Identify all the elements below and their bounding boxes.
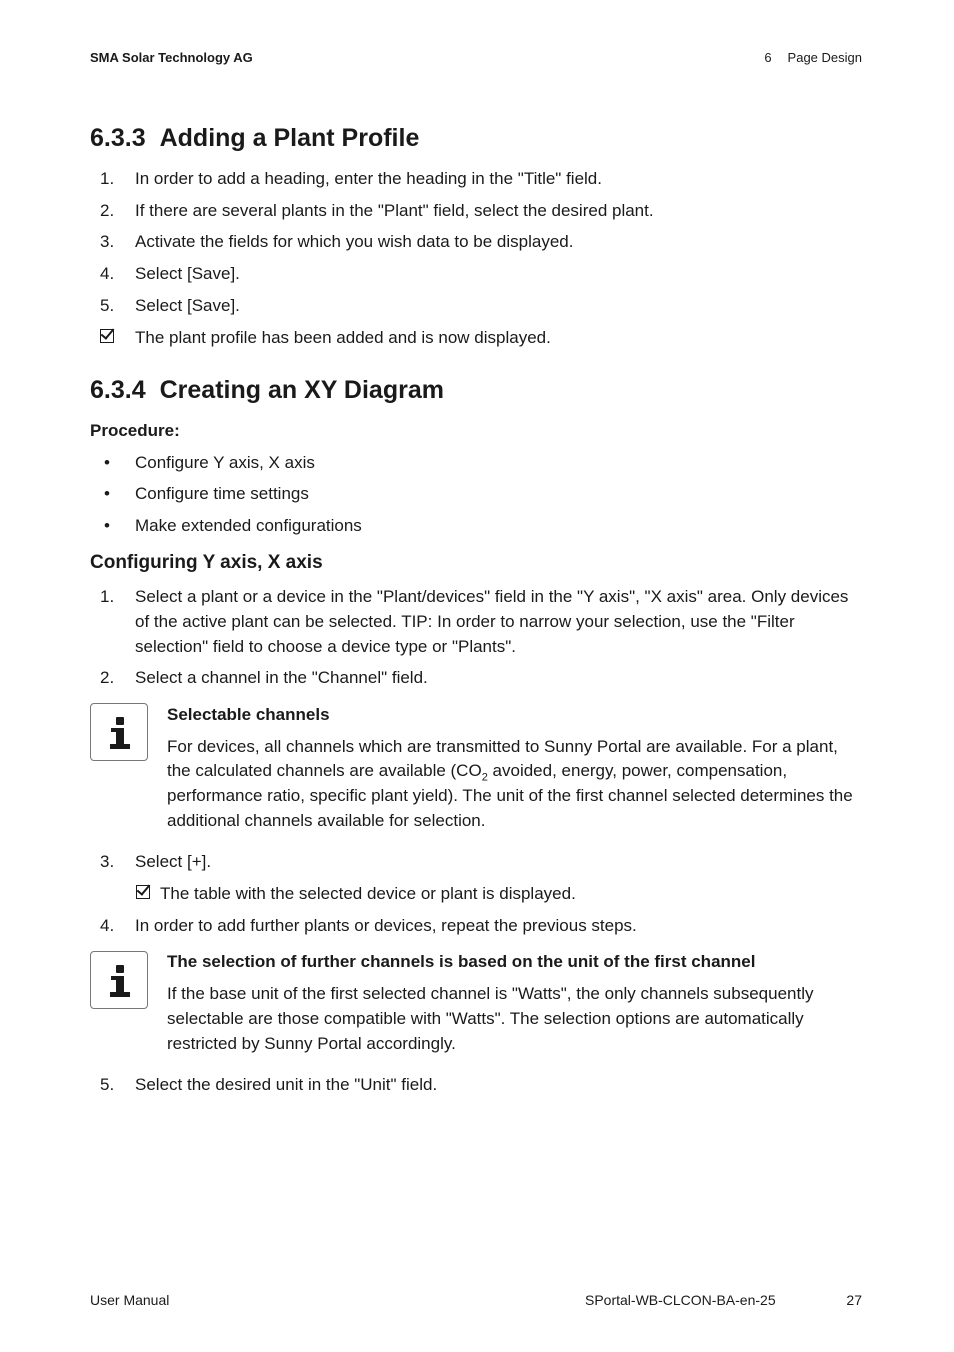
footer-doc-id: SPortal-WB-CLCON-BA-en-25 xyxy=(585,1292,776,1308)
bullet-item: Configure Y axis, X axis xyxy=(135,453,315,472)
step-number: 5. xyxy=(100,296,115,315)
info-text: additional channels available for selection. xyxy=(167,811,486,830)
section-634-heading xyxy=(90,376,444,405)
step-number: 4. xyxy=(100,264,115,283)
bullet-icon: • xyxy=(104,484,110,503)
bullet-icon: • xyxy=(104,516,110,535)
info-text: For devices, all channels which are transmitted to Sunny Portal are available. For a plant, xyxy=(167,737,838,756)
header-chapter-title: Page Design xyxy=(787,50,862,65)
step-text: Select [Save]. xyxy=(135,296,240,315)
bullet-item: Configure time settings xyxy=(135,484,309,503)
info-title: The selection of further channels is based on the unit of the first channel xyxy=(167,952,756,971)
step-text: selection" field to choose a device type or "Plants". xyxy=(135,637,516,656)
header-chapter-num: 6 xyxy=(764,50,772,65)
step-number: 2. xyxy=(100,201,115,220)
step-text: If there are several plants in the "Plant" field, select the desired plant. xyxy=(135,201,654,220)
info-text: selectable are those compatible with "Watts". The selection options are automatically xyxy=(167,1009,804,1028)
step-text: Activate the fields for which you wish data to be displayed. xyxy=(135,232,574,251)
step-text: Select [Save]. xyxy=(135,264,240,283)
checkbox-icon xyxy=(136,885,150,903)
section-634-num: 6.3.4 xyxy=(90,376,146,404)
info-text: the calculated channels are available ($CO_2$ avoided, energy, power, compensation, xyxy=(167,761,788,784)
step-text: Select [+]. xyxy=(135,852,212,871)
step-number: 4. xyxy=(100,916,115,935)
header-company: SMA Solar Technology AG xyxy=(90,50,253,65)
step-number: 2. xyxy=(100,668,115,687)
bullet-icon: • xyxy=(104,453,110,472)
step-text: Select the desired unit in the "Unit" field. xyxy=(135,1075,438,1094)
footer-page-number: 27 xyxy=(846,1292,862,1308)
section-633-result: The plant profile has been added and is now displayed. xyxy=(135,328,551,347)
step-text: In order to add further plants or devices, repeat the previous steps. xyxy=(135,916,637,935)
info-text: If the base unit of the first selected channel is "Watts", the only channels subsequently xyxy=(167,984,814,1003)
footer-left: User Manual xyxy=(90,1292,170,1308)
section-634-title: Creating an XY Diagram xyxy=(159,376,444,404)
checkbox-icon xyxy=(100,329,114,347)
info-title: Selectable channels xyxy=(167,705,330,724)
step-number: 3. xyxy=(100,852,115,871)
step-text: Select a channel in the "Channel" field. xyxy=(135,668,428,687)
info-text: performance ratio, specific plant yield). The unit of the first channel selected determines the xyxy=(167,786,853,805)
bullet-item: Make extended configurations xyxy=(135,516,362,535)
step-number: 3. xyxy=(100,232,115,251)
info-icon xyxy=(90,703,148,761)
step-number: 5. xyxy=(100,1075,115,1094)
procedure-label: Procedure: xyxy=(90,421,180,440)
header-chapter xyxy=(764,50,862,65)
step-text: In order to add a heading, enter the heading in the "Title" field. xyxy=(135,169,602,188)
subheading: Configuring Y axis, X axis xyxy=(90,552,323,573)
info-text: restricted by Sunny Portal accordingly. xyxy=(167,1034,456,1053)
section-633-heading xyxy=(90,124,419,153)
section-633-num: 6.3.3 xyxy=(90,124,146,152)
info-icon xyxy=(90,951,148,1009)
step-text: of the active plant can be selected. TIP: In order to narrow your selection, use the "Filter xyxy=(135,612,795,631)
step-number: 1. xyxy=(100,587,115,606)
step-number: 1. xyxy=(100,169,115,188)
step-result: The table with the selected device or plant is displayed. xyxy=(160,884,576,903)
section-633-title: Adding a Plant Profile xyxy=(159,124,420,152)
step-text: Select a plant or a device in the "Plant/devices" field in the "Y axis", "X axis" area. Only devices xyxy=(135,587,849,606)
